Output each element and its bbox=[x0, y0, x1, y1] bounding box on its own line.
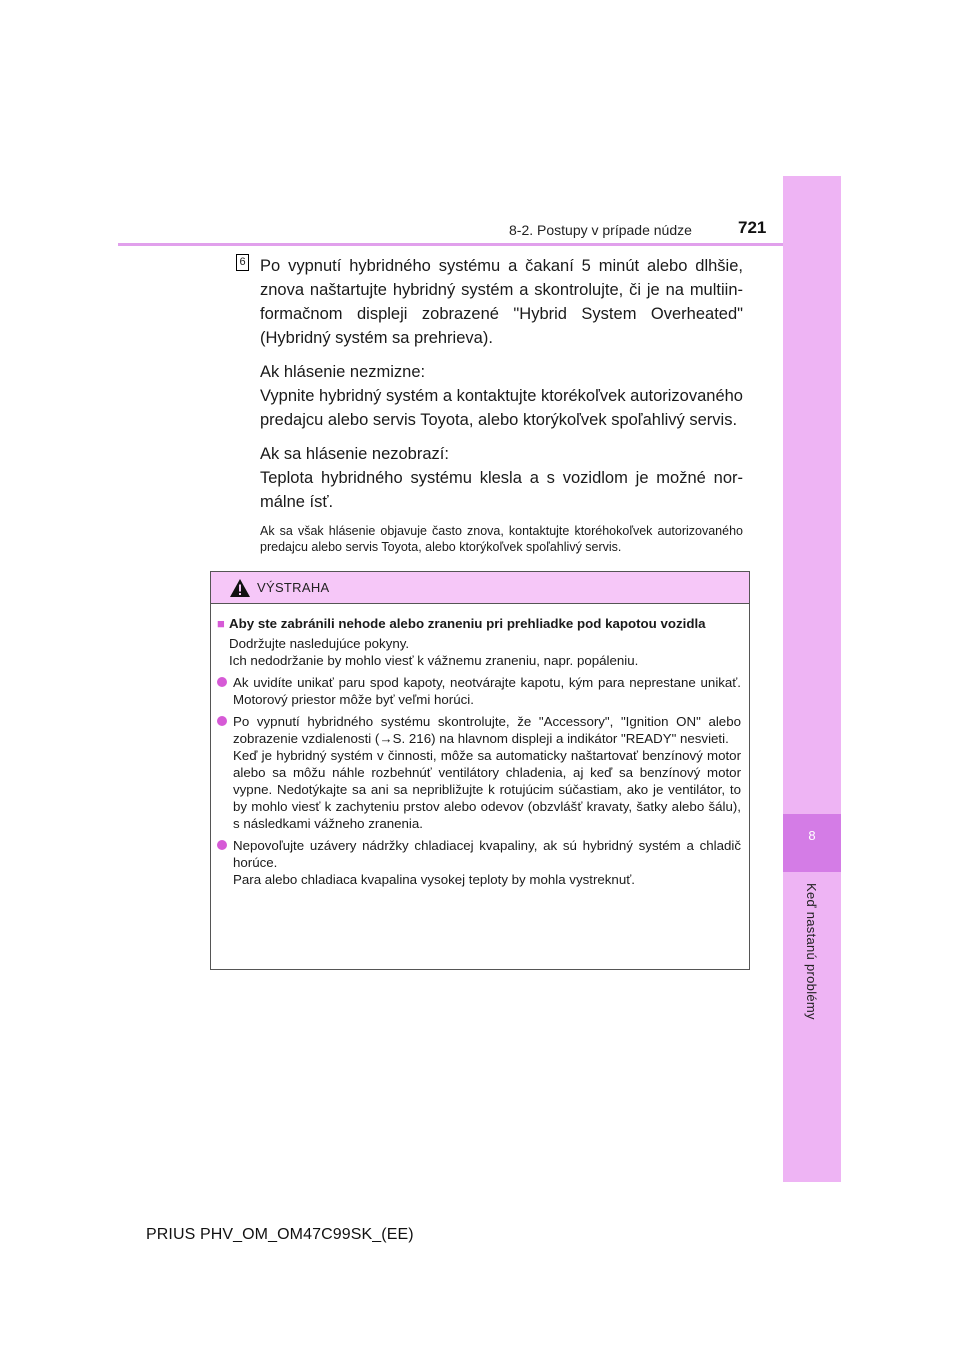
warning-bullet-text-part2: Keď je hybridný systém v činnosti, môže sa automaticky naštartovať benzínový motor alebo sa môžu náhle rozbehnúť ventilátory chladenia, aj keď sa benzínový motor vypne. Nedotýkajte sa ani sa nepribližujte k rotujúcim súčastiam, ako je ventilátor, to by mohlo viesť k zachyteniu prstov alebo odevov (obzvlášť kravaty, šatky alebo šálu), s následkami vážneho zranenia. bbox=[233, 748, 741, 831]
warning-intro-line2: Ich nedodržanie by mohlo viesť k vážnemu zraneniu, napr. popáleniu. bbox=[229, 653, 639, 668]
chapter-title: Keď nastanú problémy bbox=[804, 883, 819, 1020]
warning-intro bbox=[217, 635, 741, 669]
chapter-number: 8 bbox=[808, 828, 816, 843]
section-title: 8-2. Postupy v prípade núdze bbox=[509, 222, 692, 238]
warning-title: VÝSTRAHA bbox=[257, 580, 330, 595]
header-divider bbox=[118, 243, 783, 246]
bullet-dot-icon bbox=[217, 713, 231, 725]
square-bullet-icon: ■ bbox=[217, 616, 225, 631]
step-number-badge: 6 bbox=[236, 254, 249, 271]
case2-label: Ak sa hlásenie nezobrazí: bbox=[260, 445, 449, 463]
step-paragraph: Po vypnutí hybridného systému a čakaní 5 minút alebo dlhšie, znova naštartujte hybridný systém a skontrolujte, či je na multiinformačnom displeji zobrazené "Hybrid System Overheated" (Hybridný systém sa prehrieva). bbox=[260, 257, 743, 347]
bullet-dot-icon bbox=[217, 837, 231, 849]
warning-intro-line1: Dodržujte nasledujúce pokyny. bbox=[229, 636, 410, 651]
warning-heading-text: Aby ste zabránili nehode alebo zraneniu pri prehliadke pod kapotou vozidla bbox=[229, 616, 706, 631]
chapter-number-box bbox=[783, 814, 841, 872]
case2-text: Teplota hybridného systému klesla a s vozidlom je možné normálne ísť. bbox=[260, 469, 743, 511]
bullet-dot-icon bbox=[217, 674, 231, 686]
warning-header bbox=[211, 572, 749, 604]
warning-bullet-text-part1: Nepovoľujte uzávery nádržky chladiacej kvapaliny, ak sú hybridný systém a chladič horúce. bbox=[233, 838, 741, 870]
chapter-side-tab bbox=[783, 176, 841, 1182]
warning-bullet-text-part2: Para alebo chladiaca kvapalina vysokej teploty by mohla vystreknuť. bbox=[233, 872, 635, 887]
warning-bullet-text bbox=[231, 837, 741, 888]
warning-bullet-text bbox=[231, 713, 741, 832]
case1-label: Ak hlásenie nezmizne: bbox=[260, 363, 426, 381]
document-code: PRIUS PHV_OM_OM47C99SK_(EE) bbox=[146, 1226, 414, 1243]
page-number: 721 bbox=[738, 218, 767, 237]
warning-bullet-text: Ak uvidíte unikať paru spod kapoty, neotvárajte kapotu, kým para neprestane unikať. Motorový priestor môže byť veľmi horúci. bbox=[233, 675, 741, 707]
warning-bullet bbox=[217, 674, 741, 708]
step-body bbox=[260, 254, 743, 565]
warning-bullet-text-part1: Po vypnutí hybridného systému skontrolujte, že "Accessory", "Ignition ON" alebo zobrazenie vzdialenosti (→S. 216) na hlavnom displeji a indikátor "READY" nesvieti. bbox=[233, 714, 741, 746]
warning-body bbox=[211, 604, 749, 888]
step-note: Ak sa však hlásenie objavuje často znova, kontaktujte ktoréhokoľvek autorizovaného predajcu alebo servis Toyota, alebo ktorýkoľvek spoľahlivý servis. bbox=[260, 524, 743, 554]
warning-triangle-icon bbox=[229, 578, 251, 598]
warning-bullet bbox=[217, 837, 741, 888]
warning-box bbox=[210, 571, 750, 970]
case1-text: Vypnite hybridný systém a kontaktujte ktorékoľvek autorizovaného predajcu alebo servis Toyota, alebo ktorýkoľvek spoľahlivý servis. bbox=[260, 387, 743, 429]
warning-bullet bbox=[217, 713, 741, 832]
warning-heading bbox=[217, 615, 741, 632]
